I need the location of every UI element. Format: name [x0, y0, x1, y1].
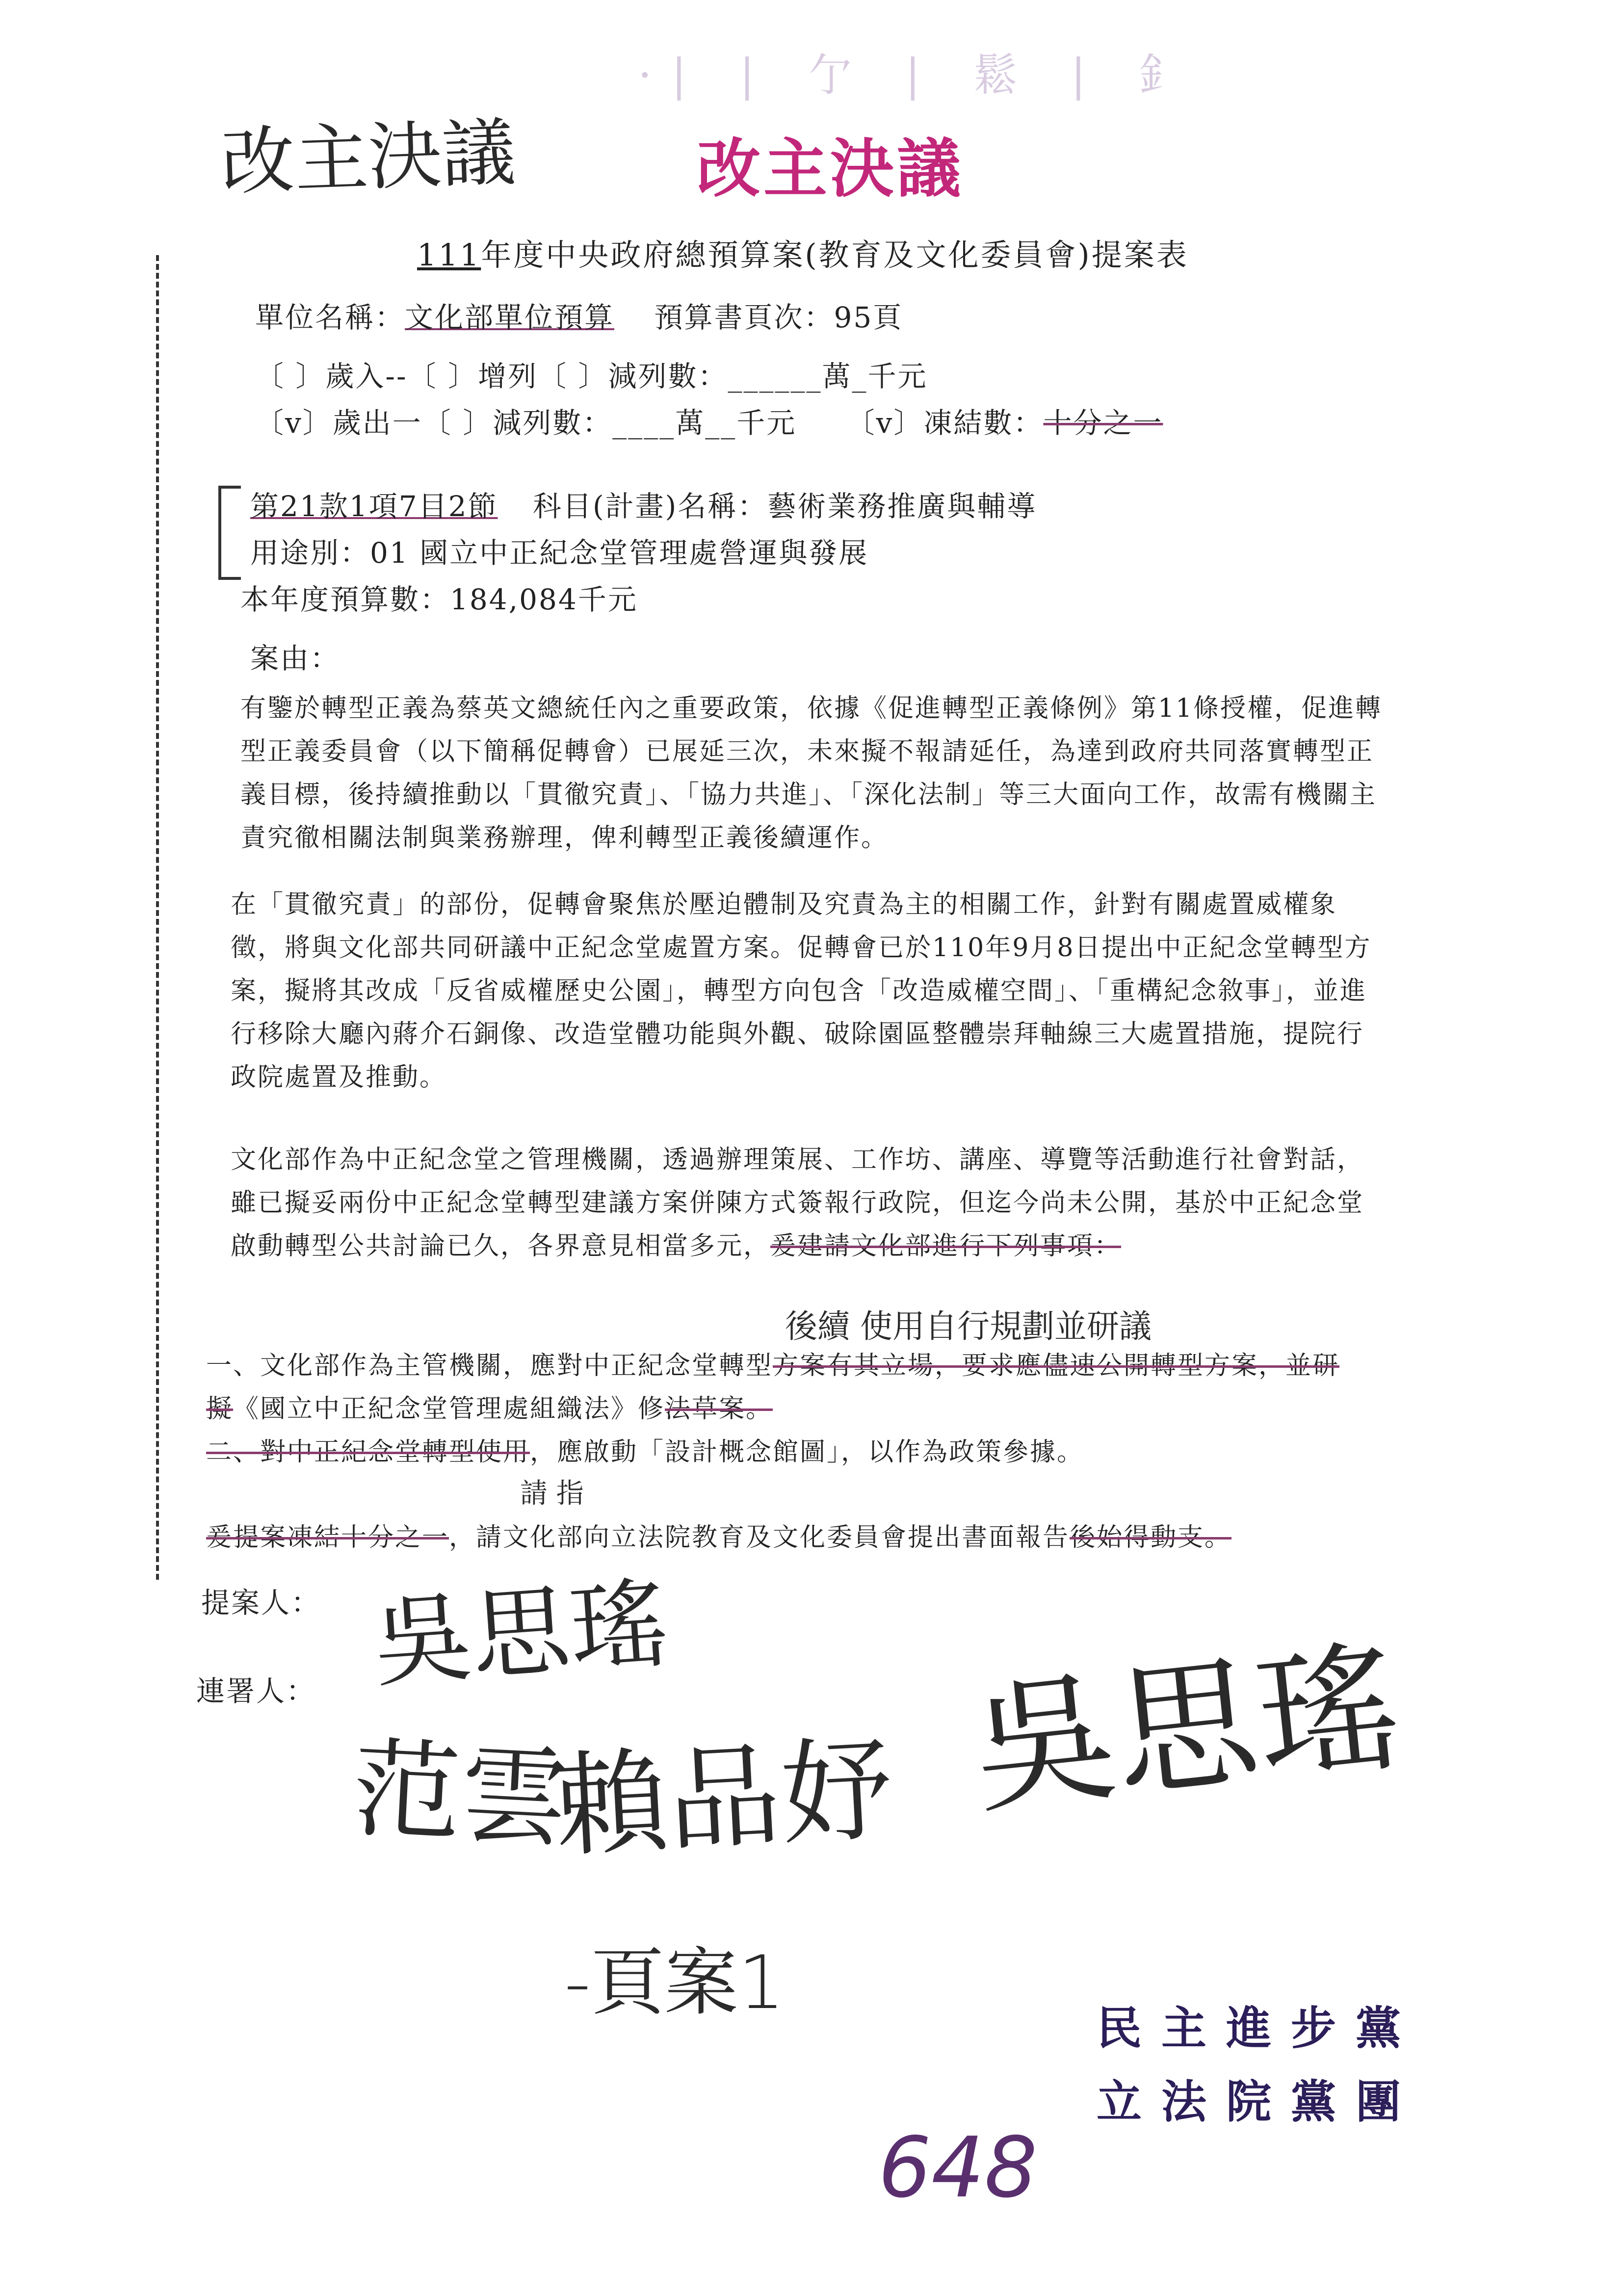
- expense-line-a: 〔v〕歲出一〔 〕減列數：____萬__千元: [255, 406, 797, 440]
- freeze-line-struck: 爰提案凍結十分之一: [206, 1523, 449, 1552]
- unit-value: 文化部單位預算: [405, 301, 615, 334]
- reason-paragraph-3: [231, 1138, 1388, 1268]
- signature-proposer: 吳思瑤: [369, 1566, 672, 1701]
- income-line: 〔 〕歲入--〔 〕增列〔 〕減列數：______萬_千元: [255, 360, 928, 393]
- freeze-amount-struck: 十分之一: [1043, 406, 1163, 440]
- cosigner-label: 連署人：: [196, 1674, 316, 1708]
- page-number: 648: [878, 2119, 1038, 2217]
- form-title: [417, 231, 1189, 274]
- freeze-line: [206, 1516, 1364, 1559]
- handwritten-insert-mid: 請 指: [520, 1478, 584, 1510]
- use-line: 用途別：01 國立中正紀念堂管理處營運與發展: [250, 536, 869, 570]
- expense-line-b: 〔v〕凍結數：: [846, 406, 1044, 440]
- budget-line: 本年度預算數：184,084千元: [240, 583, 638, 616]
- case-number: -頁案1: [564, 1940, 785, 2026]
- subject-name: 科目(計畫)名稱：藝術業務推廣與輔導: [532, 490, 1037, 523]
- section-code: 第21款1項7目2節: [250, 490, 498, 523]
- reason-paragraph-1: 有鑒於轉型正義為蔡英文總統任內之重要政策，依據《促進轉型正義條例》第11條授權，促進轉型正義委員會（以下簡稱促轉會）已展延三次，未來擬不報請延任，為達到政府共同落實轉型正義目標，後持續推動以「貫徹究責」、「協力共進」、「深化法制」等三大面向工作，故需有機關主責究徹相關法制與業務辦理，俾利轉型正義後續運作。: [240, 694, 1383, 853]
- proposer-label: 提案人：: [201, 1586, 321, 1619]
- expense-line: [255, 400, 1163, 441]
- section-bracket: [218, 486, 241, 580]
- party-stamp: [1097, 1992, 1420, 2139]
- item-1-struck: 方案有其立場，要求應儘速公開轉型方案，並研擬: [206, 1351, 1340, 1424]
- page-ref: 預算書頁次：95頁: [654, 301, 903, 334]
- item-2-text: ，應啟動「設計概念館圖」，以作為政策參據。: [530, 1437, 1084, 1467]
- unit-label: 單位名稱：: [255, 301, 405, 334]
- item-1-struck-b: 法草案。: [665, 1394, 773, 1424]
- proposal-items: [206, 1344, 1364, 1474]
- handwritten-insert-top: 後續 使用自行規劃並研議: [785, 1307, 1152, 1345]
- title-text: 年度中央政府總預算案(教育及文化委員會)提案表: [481, 237, 1189, 273]
- section-line: [250, 483, 1037, 524]
- party-stamp-line-1: 民主進步黨: [1097, 2002, 1421, 2055]
- unit-line: [255, 294, 903, 336]
- paragraph-3-text: 文化部作為中正紀念堂之管理機關，透過辦理策展、工作坊、講座、導覽等活動進行社會對話，雖已擬妥兩份中正紀念堂轉型建議方案併陳方式簽報行政院，但迄今尚未公開，基於中正紀念堂啟動轉型公共討論已久，各界意見相當多元，: [231, 1145, 1364, 1261]
- resolution-stamp: 改主決議: [697, 131, 964, 206]
- signature-cosigner-2: 賴品妤: [551, 1724, 897, 1873]
- title-year: 111: [417, 237, 481, 273]
- paragraph-3-struck: 爰建請文化部進行下列事項：: [770, 1231, 1122, 1261]
- item-2-struck: 二、對中正紀念堂轉型使用: [206, 1437, 530, 1467]
- party-stamp-line-2: 立法院黨團: [1097, 2076, 1421, 2128]
- signature-cosigner-3: 吳思瑤: [965, 1624, 1407, 1834]
- freeze-line-struck-end: 後始得動支。: [1070, 1523, 1232, 1552]
- signature-cosigner-1: 范雲: [349, 1725, 572, 1863]
- faded-header-mark: ·| | 亇 | 鬆 | 釒: [638, 50, 1203, 101]
- item-1-text: 一、文化部作為主管機關，應對中正紀念堂轉型: [206, 1351, 773, 1381]
- margin-line: [156, 255, 159, 1580]
- freeze-line-text: ，請文化部向立法院教育及文化委員會提出書面報告: [449, 1523, 1070, 1552]
- item-1-text-b: 《國立中正紀念堂管理處組織法》修: [233, 1394, 665, 1424]
- handwritten-note: 改主決議: [219, 110, 517, 206]
- reason-paragraph-2: 在「貫徹究責」的部份，促轉會聚焦於壓迫體制及究責為主的相關工作，針對有關處置威權象徵，將與文化部共同研議中正紀念堂處置方案。促轉會已於110年9月8日提出中正紀念堂轉型方案，擬將其改成「反省威權歷史公園」，轉型方向包含「改造威權空間」、「重構紀念敘事」，並進行移除大廳內蔣介石銅像、改造堂體功能與外觀、破除園區整體崇拜軸線三大處置措施，提院行政院處置及推動。: [231, 890, 1372, 1092]
- reason-label: 案由：: [250, 642, 341, 675]
